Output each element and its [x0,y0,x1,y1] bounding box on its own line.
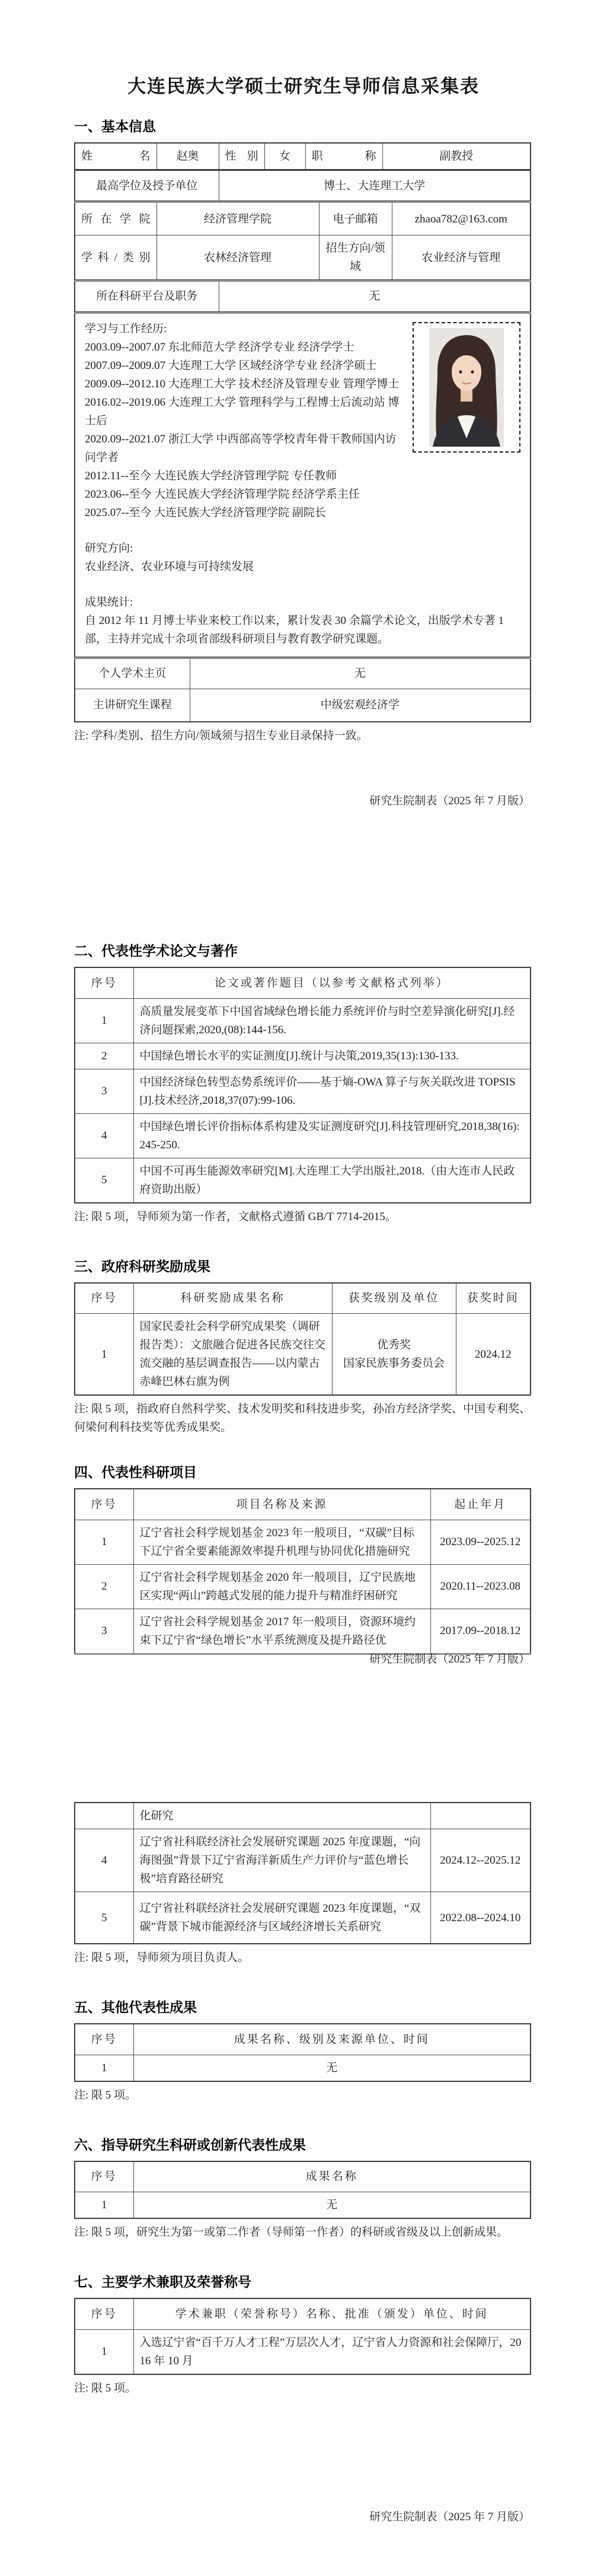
page-title: 大连民族大学硕士研究生导师信息采集表 [127,76,480,97]
research-direction-value: 农业经济、农业环境与可持续发展 [85,560,254,573]
row-no: 1 [75,1314,133,1396]
projects-col-period: 起止年月 [430,1489,531,1520]
basic-degree-row [74,170,531,202]
mentored-achievement: 无 [133,2192,531,2219]
page-footer: 研究生院制表（2025 年 7 月版） [369,795,530,807]
row-no: 1 [75,2055,133,2081]
table-row [75,1113,531,1158]
portrait-illustration [429,328,504,447]
row-no: 3 [75,1069,133,1113]
mentored-col-no: 序号 [75,2161,133,2192]
name-value: 赵奥 [156,143,219,170]
table-row [75,1520,531,1564]
page-3 [0,1802,607,2397]
achievement-stats-value: 自 2012 年 11 月博士毕业来校工作以来，累计发表 30 余篇学术论文，出版学术专著 1 部，主持并完成十余项省部级科研项目与教育教学研究课题。 [85,614,504,645]
table-row [75,1564,531,1609]
homepage-value: 无 [190,658,531,689]
page-1 [0,0,607,745]
others-note: 注: 限 5 项。 [74,2088,137,2101]
awards-col-time: 获奖时间 [456,1283,531,1314]
basic-college-rows [74,201,531,281]
awards-col-level: 获奖级别及单位 [332,1283,456,1314]
direction-label: 招生方向/领域 [319,235,392,281]
table-row [75,1043,531,1069]
award-level-grade: 优秀奖 [376,1339,411,1351]
mentored-col-title: 成果名称 [133,2161,531,2192]
award-level [332,1314,456,1396]
degree-value: 博士、大连理工大学 [219,170,531,201]
award-time: 2024.12 [456,1314,531,1396]
row-no: 2 [75,1564,133,1609]
paper-title: 中国绿色增长水平的实证测度[J].统计与决策,2019,35(13):130-133. [133,1043,531,1069]
experience-line: 2012.11--至今 大连民族大学经济管理学院 专任教师 [85,469,337,482]
row-no: 5 [75,1892,133,1944]
platform-label: 所在科研平台及职务 [75,281,219,312]
section-projects-heading: 四、代表性科研项目 [74,1464,197,1480]
row-no: 1 [75,2192,133,2219]
experience-line: 2020.09--2021.07 浙江大学 中西部高等学校青年骨干教师国内访问学者 [85,432,397,464]
project-name: 辽宁省社科联经济社会发展研究课题 2023 年度课题，“双碳”背景下城市能源经济与区域经济增长关系研究 [133,1892,430,1944]
papers-table [74,967,531,1203]
projects-table-part2 [74,1802,531,1944]
experience-line: 2003.09--2007.07 东北师范大学 经济学专业 经济学学士 [85,340,354,354]
others-table [74,2023,531,2082]
section-others-heading: 五、其他代表性成果 [74,1999,197,2015]
basic-note: 注: 学科/类别、招生方向/领域须与招生专业目录保持一致。 [74,730,368,742]
email-label: 电子邮箱 [319,202,392,235]
project-period: 2024.12--2025.12 [430,1829,531,1892]
paper-title: 高质量发展变革下中国省域绿色增长能力系统评价与时空差异演化研究[J].经济问题探索,2020,(08):144-156. [133,998,531,1043]
mentored-table [74,2161,531,2220]
project-name: 辽宁省社会科学规划基金 2020 年一般项目，辽宁民族地区实现“两山”跨越式发展的能力提升与精准纾困研究 [133,1564,430,1609]
mentored-note: 注: 限 5 项，研究生为第一或第二作者（导师第一作者）的科研或省级及以上创新成果。 [74,2226,509,2239]
course-label: 主讲研究生课程 [75,689,190,722]
row-no: 4 [75,1113,133,1158]
honor-title: 入选辽宁省“百千万人才工程”万层次人才，辽宁省人力资源和社会保障厅，2016 年 10 月 [133,2329,531,2374]
table-row [75,2329,531,2374]
section-basic-heading: 一、基本信息 [74,119,156,134]
course-value: 中级宏观经济学 [190,689,531,722]
others-col-title: 成果名称、级别及来源单位、时间 [133,2024,531,2055]
project-period: 2023.09--2025.12 [430,1520,531,1564]
degree-label: 最高学位及授予单位 [75,170,219,201]
project-name: 辽宁省社科联经济社会发展研究课题 2025 年度课题，“向海图强”背景下辽宁省海洋新质生产力评价与“蓝色增长极”培育路径研究 [133,1829,430,1892]
awards-table [74,1282,531,1396]
discipline-value: 农林经济管理 [156,235,319,281]
achievement-stats-title: 成果统计: [85,596,133,609]
table-row [75,2192,531,2219]
honors-note: 注: 限 5 项。 [74,2381,137,2394]
college-value: 经济管理学院 [156,202,319,235]
section-mentored-heading: 六、指导研究生科研或创新代表性成果 [74,2136,306,2152]
table-row [75,1829,531,1892]
project-name: 辽宁省社会科学规划基金 2017 年一般项目，资源环境约束下辽宁省“绿色增长”水平系统测度及提升路径优 [133,1609,430,1654]
table-row [75,1158,531,1203]
row-no: 1 [75,2329,133,2374]
row-no: 1 [75,998,133,1043]
experience-line: 2009.09--2012.10 大连理工大学 技术经济及管理专业 管理学博士 [85,377,400,390]
experience-line: 2016.02--2019.06 大连理工大学 管理科学与工程博士后流动站 博士后 [85,396,400,427]
honors-table [74,2298,531,2375]
page-footer: 研究生院制表（2025 年 7 月版） [369,1653,530,1666]
email-value: zhaoa782@163.com [392,202,531,235]
experience-title: 学习与工作经历: [85,322,167,335]
others-col-no: 序号 [75,2024,133,2055]
projects-note: 注: 限 5 项，导师须为项目负责人。 [74,1951,250,1964]
projects-col-name: 项目名称及来源 [133,1489,430,1520]
table-row [75,1803,531,1829]
experience-line: 2025.07--至今 大连民族大学经济管理学院 副院长 [85,506,326,519]
table-row [75,1892,531,1944]
row-no: 2 [75,1043,133,1069]
award-name: 国家民委社会科学研究成果奖（调研报告类）：文旅融合促进各民族交往交流交融的基层调查报告——以内蒙古赤峰巴林右旗为例 [133,1314,332,1396]
college-label: 所在学院 [75,202,156,235]
gender-value: 女 [264,143,305,170]
awards-col-no: 序号 [75,1283,133,1314]
title-value: 副教授 [382,143,531,170]
page-2 [0,940,607,1655]
projects-table-part1 [74,1488,531,1655]
direction-value: 农业经济与管理 [392,235,531,281]
awards-col-name: 科研奖励成果名称 [133,1283,332,1314]
supervisor-photo [413,322,520,453]
basic-experience-cell [74,312,531,658]
table-row [75,1314,531,1396]
experience-line: 2023.06--至今 大连民族大学经济管理学院 经济学系主任 [85,488,360,501]
papers-col-no: 序号 [75,967,133,998]
row-no: 4 [75,1829,133,1892]
discipline-label: 学科/类别 [75,235,156,281]
paper-title: 中国绿色增长评价指标体系构建及实证测度研究[J].科技管理研究,2018,38(16):245-250. [133,1113,531,1158]
project-name: 辽宁省社会科学规划基金 2023 年一般项目，“双碳”目标下辽宁省全要素能源效率提升机理与协同优化措施研究 [133,1520,430,1564]
project-period [430,1803,531,1829]
page-footer: 研究生院制表（2025 年 7 月版） [369,2511,530,2523]
section-honors-heading: 七、主要学术兼职及荣誉称号 [74,2274,251,2290]
section-awards-heading: 三、政府科研奖励成果 [74,1258,210,1274]
gender-label: 性别 [219,143,264,170]
platform-value: 无 [219,281,531,312]
project-period: 2022.08--2024.10 [430,1892,531,1944]
table-row [75,1069,531,1113]
basic-platform-row [74,280,531,313]
table-row [75,1609,531,1654]
papers-col-title: 论文或著作题目（以参考文献格式列举） [133,967,531,998]
table-row [75,2055,531,2081]
project-name-continued: 化研究 [133,1803,430,1829]
paper-title: 中国不可再生能源效率研究[M].大连理工大学出版社,2018.（由大连市人民政府资助出版） [133,1158,531,1203]
honors-col-no: 序号 [75,2298,133,2329]
other-achievement: 无 [133,2055,531,2081]
table-row [75,998,531,1043]
experience-line: 2007.09--2009.07 大连理工大学 区域经济学专业 经济学硕士 [85,359,377,372]
projects-col-no: 序号 [75,1489,133,1520]
honors-col-title: 学术兼职（荣誉称号）名称、批准（颁发）单位、时间 [133,2298,531,2329]
research-direction-title: 研究方向: [85,542,133,555]
title-label: 职称 [305,143,382,170]
paper-title: 中国经济绿色转型态势系统评价——基于熵-OWA 算子与灰关联改进 TOPSIS[J].技术经济,2018,37(07):99-106. [133,1069,531,1113]
basic-homepage-course-rows [74,657,531,723]
row-no: 1 [75,1520,133,1564]
awards-note: 注: 限 5 项，指政府自然科学奖、技术发明奖和科技进步奖，孙冶方经济学奖、中国专利奖、何梁何利科技奖等优秀成果奖。 [74,1403,531,1434]
row-no: 3 [75,1609,133,1654]
row-no [75,1803,133,1829]
name-label: 姓名 [75,143,156,170]
section-papers-heading: 二、代表性学术论文与著作 [74,943,238,959]
project-period: 2017.09--2018.12 [430,1609,531,1654]
project-period: 2020.11--2023.08 [430,1564,531,1609]
homepage-label: 个人学术主页 [75,658,190,689]
papers-note: 注: 限 5 项，导师须为第一作者，文献格式遵循 GB/T 7714-2015。 [74,1210,397,1223]
award-level-unit: 国家民族事务委员会 [343,1357,445,1370]
basic-info-table [74,142,531,170]
row-no: 5 [75,1158,133,1203]
